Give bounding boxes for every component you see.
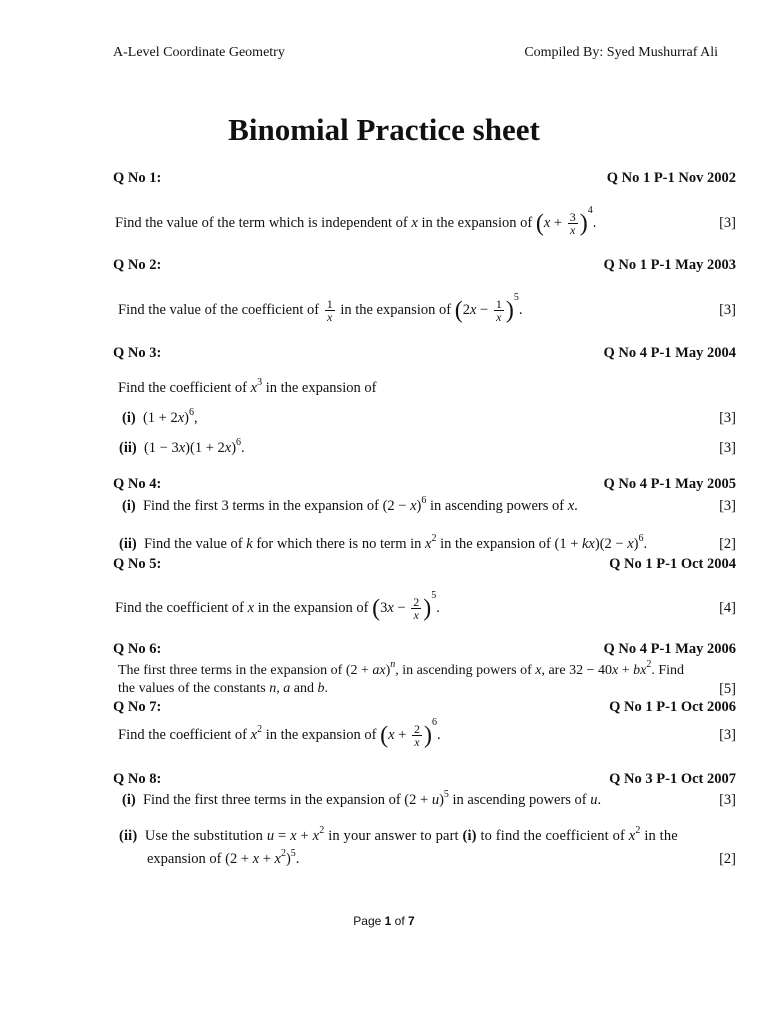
question-3-part-ii: (ii) $(1 - 3x)(1 + 2x)^6$. bbox=[119, 437, 245, 456]
question-8-source: Q No 3 P-1 Oct 2007 bbox=[609, 771, 736, 787]
page-number: Page 1 of 7 bbox=[353, 914, 415, 928]
question-3-source: Q No 4 P-1 May 2004 bbox=[603, 345, 736, 361]
question-8-part-ii-line1: (ii) Use the substitution $u = x + x^2$ in your answer to part (i) to find the coefficient of $x^2$ in the bbox=[119, 825, 678, 844]
question-4-part-i-mark: [3] bbox=[719, 498, 736, 514]
question-2-text: Find the value of the coefficient of $\frac{1}{x}$ in the expansion of (2x − $\frac{1}{x}$ )$^5$. bbox=[118, 292, 523, 325]
question-6-text-line2: the values of the constants n, a and b. bbox=[118, 681, 328, 696]
question-2-label: Q No 2: bbox=[113, 257, 162, 273]
question-3-label: Q No 3: bbox=[113, 345, 162, 361]
question-1-label: Q No 1: bbox=[113, 170, 162, 186]
question-8-part-ii-line2: expansion of $(2 + x + x^2)^5$. bbox=[147, 848, 300, 867]
question-4-part-ii: (ii) Find the value of k for which there is no term in $x^2$ in the expansion of $(1 + kx)(2 - x)^6$. bbox=[119, 533, 648, 552]
question-5-text: Find the coefficient of x in the expansion of (3x − $\frac{2}{x}$ )$^5$. bbox=[115, 590, 440, 623]
question-5-source: Q No 1 P-1 Oct 2004 bbox=[609, 556, 736, 572]
question-8-part-i-mark: [3] bbox=[719, 792, 736, 808]
question-3-text: Find the coefficient of $x^3$ in the expansion of bbox=[118, 377, 377, 396]
question-2-source: Q No 1 P-1 May 2003 bbox=[603, 257, 736, 273]
question-1-mark: [3] bbox=[719, 215, 736, 231]
question-7-mark: [3] bbox=[719, 727, 736, 743]
question-4-label: Q No 4: bbox=[113, 476, 162, 492]
page-title: Binomial Practice sheet bbox=[228, 112, 540, 147]
header-left: A-Level Coordinate Geometry bbox=[113, 45, 285, 60]
question-5-mark: [4] bbox=[719, 600, 736, 616]
question-7-label: Q No 7: bbox=[113, 699, 162, 715]
question-6-text-line1: The first three terms in the expansion of (2 + ax)$^n$, in ascending powers of x, are $32 - 40x + bx^2$. Find bbox=[118, 659, 684, 678]
question-6-mark: [5] bbox=[719, 681, 736, 697]
question-4-part-ii-mark: [2] bbox=[719, 536, 736, 552]
question-8-label: Q No 8: bbox=[113, 771, 162, 787]
header-right: Compiled By: Syed Mushurraf Ali bbox=[524, 45, 718, 60]
question-6-label: Q No 6: bbox=[113, 641, 162, 657]
question-5-label: Q No 5: bbox=[113, 556, 162, 572]
question-1-source: Q No 1 P-1 Nov 2002 bbox=[606, 170, 736, 186]
question-6-source: Q No 4 P-1 May 2006 bbox=[603, 641, 736, 657]
question-1-text: Find the value of the term which is independent of x in the expansion of (x + $\frac{3}{x}$ )$^4$. bbox=[115, 205, 597, 238]
question-7-text: Find the coefficient of $x^2$ in the expansion of (x + $\frac{2}{x}$ )$^6$. bbox=[118, 717, 441, 750]
question-4-part-i: (i) Find the first 3 terms in the expansion of $(2 - x)^6$ in ascending powers of x. bbox=[122, 495, 578, 514]
question-3-part-i-mark: [3] bbox=[719, 410, 736, 426]
question-3-part-i: (i) $(1 + 2x)^6$, bbox=[122, 407, 198, 426]
question-7-source: Q No 1 P-1 Oct 2006 bbox=[609, 699, 736, 715]
question-8-part-ii-mark: [2] bbox=[719, 851, 736, 867]
question-4-source: Q No 4 P-1 May 2005 bbox=[603, 476, 736, 492]
question-8-part-i: (i) Find the first three terms in the expansion of $(2 + u)^5$ in ascending powers of u. bbox=[122, 789, 602, 808]
question-3-part-ii-mark: [3] bbox=[719, 440, 736, 456]
question-2-mark: [3] bbox=[719, 302, 736, 318]
